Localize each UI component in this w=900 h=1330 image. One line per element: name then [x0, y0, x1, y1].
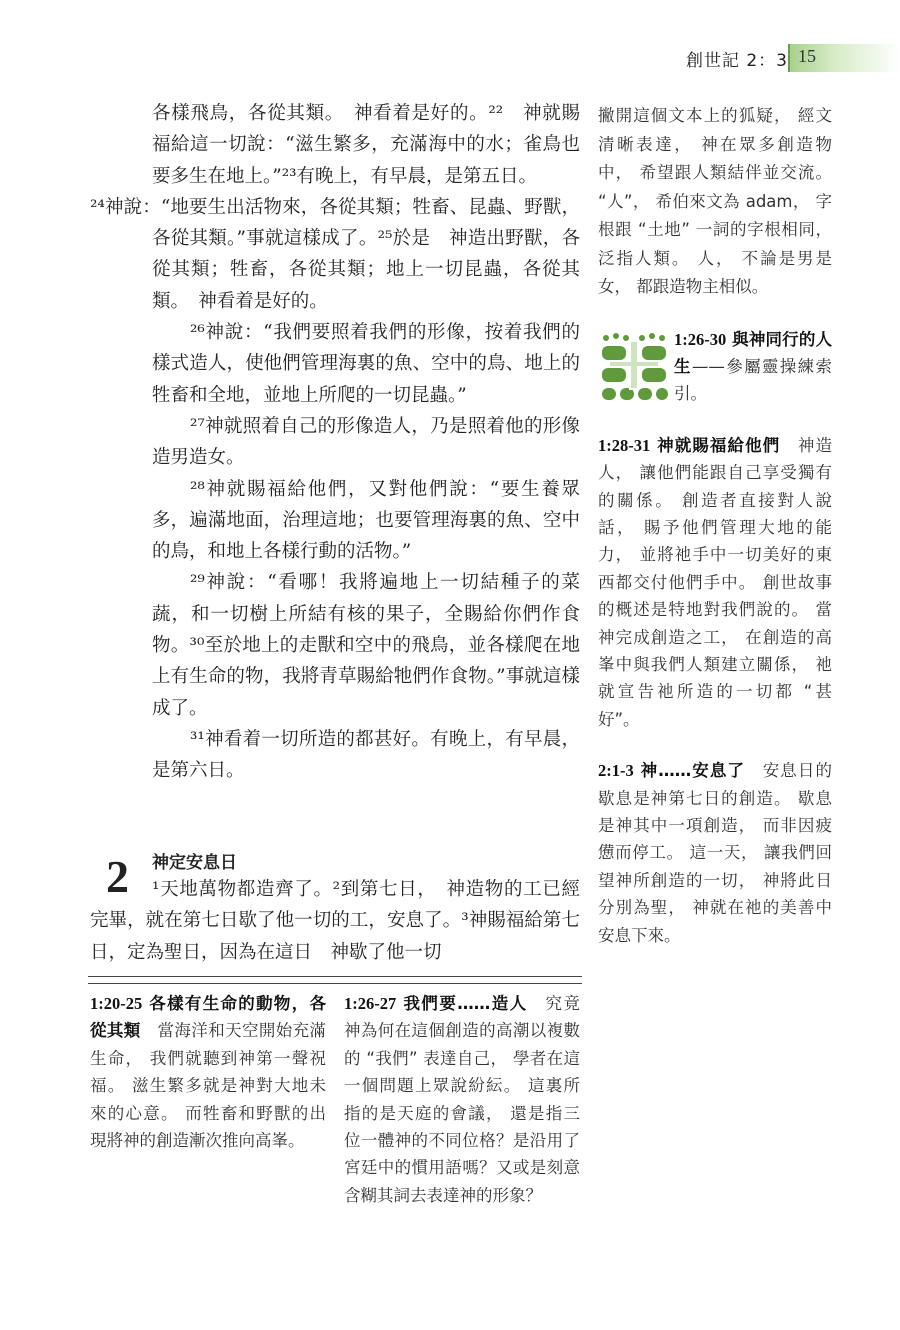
note-heading: 各樣有生命的動物，各從其類 [90, 994, 326, 1041]
note-continuation: 撇開這個文本上的狐疑， 經文清晰表達， 神在眾多創造物中， 希望跟人類結伴並交流。 “人”， 希伯來文為 adam， 字根跟 “土地” 一詞的字根相同， 泛指人類。 人， 不論是男是女， 都跟造物主相似。 [598, 106, 832, 296]
note-body: 究竟神為何在這個創造的高潮以複數的 “我們” 表達自己， 學者在這一個問題上眾說紛紜。 這裏所指的是天庭的會議， 還是指三位一體神的不同位格？是沿用了宮廷中的慣用語嗎？又或是刻意含糊其詞去表達神的形象？ [344, 994, 580, 1205]
note-body: 安息日的歇息是神第七日的創造。 歇息是神其中一項創造， 而非因疲憊而停工。 這一天， 讓我們回望神所創造的一切， 神將此日分別為聖， 神就在祂的美善中安息下來。 [598, 761, 833, 945]
note-reference: 1:26-27 [344, 994, 397, 1013]
scripture-paragraph: 各樣飛鳥，各從其類。 神看着是好的。²² 神就賜福給這一切說：“滋生繁多，充滿海中的水；雀鳥也要多生在地上。”²³有晚上，有早晨，是第五日。 [152, 103, 580, 187]
notes-divider [88, 976, 582, 984]
note-body: 當海洋和天空開始充滿生命， 我們就聽到神第一聲祝福。 滋生繁多就是神對大地未來的心意。 而牲畜和野獸的出現將神的創造漸次推向高峯。 [90, 1021, 327, 1151]
note-reference: 1:28-31 [598, 435, 651, 455]
running-title: 創世記 2：3 [685, 51, 788, 71]
note-reference: 2:1-3 [598, 761, 634, 781]
note-heading: 神就賜福給他們 [650, 435, 781, 455]
note-heading: 神……安息了 [633, 761, 746, 781]
scripture-paragraph: ³¹神看着一切所造的都甚好。有晚上，有早晨，是第六日。 [152, 728, 580, 782]
running-header [0, 44, 900, 72]
note-body: 神造人， 讓他們能跟自己享受獨有的關係。 創造者直接對人說話， 賜予他們管理大地的能力， 並將祂手中一切美好的東西都交付他們手中。 創世故事的概述是特地對我們說的。 當神完成創造之工， 在創造的高峯中與我們人類建立關係， 祂就宣告祂所造的一切都 “甚好”。 [598, 435, 832, 729]
page-number: 15 [798, 46, 816, 66]
scripture-paragraph: ²⁴神說：“地要生出活物來，各從其類；牲畜、昆蟲、野獸，各從其類。”事就這樣成了。²⁵於是 神造出野獸，各從其類；牲畜，各從其類；地上一切昆蟲，各從其類。 神看着是好的。 [90, 196, 580, 312]
scripture-paragraph: ²⁷神就照着自己的形像造人，乃是照着他的形像造男造女。 [152, 415, 580, 469]
scripture-paragraph: ²⁶神說：“我們要照着我們的形像，按着我們的樣式造人，使他們管理海裏的魚、空中的鳥、地上的牲畜和全地，並地上所爬的一切昆蟲。” [152, 322, 580, 406]
chapter-text: ¹天地萬物都造齊了。²到第七日， 神造物的工已經完畢，就在第七日歇了他一切的工，安息了。³神賜福給第七日，定為聖日，因為在這日 神歇了他一切 [90, 879, 580, 963]
crossref-reference: 1:26-30 [674, 329, 727, 349]
scripture-text [90, 98, 580, 787]
spiritual-practice-icon [598, 330, 670, 404]
scripture-paragraph: ²⁸神就賜福給他們，又對他們說：“要生養眾多，遍滿地面，治理這地；也要管理海裏的魚、空中的鳥，和地上各樣行動的活物。” [152, 478, 580, 563]
study-note-1-26 [344, 990, 580, 1209]
page-number-tab [790, 44, 900, 72]
crossref-box [598, 326, 832, 408]
scripture-paragraph: ²⁹神說：“看哪！我將遍地上一切結種子的菜蔬，和一切樹上所結有核的果子，全賜給你們作食物。³⁰至於地上的走獸和空中的飛鳥，並各樣爬在地上有生命的物，我將青草賜給牠們作食物。”事就這樣成了。 [152, 572, 580, 719]
note-heading: 我們要……造人 [396, 994, 528, 1013]
note-reference: 1:20-25 [90, 994, 143, 1013]
crossref-heading: 與神同行的人生 [674, 329, 832, 376]
study-note-2-1 [598, 757, 832, 949]
side-notes-column [598, 102, 832, 973]
chapter-title: 神定安息日 [152, 853, 237, 873]
chapter-number: 2 [106, 851, 129, 902]
study-note-1-20 [90, 990, 326, 1154]
crossref-body: ——參屬靈操練索引。 [674, 356, 833, 404]
study-note-1-28 [598, 432, 832, 733]
crossref-text [674, 326, 832, 408]
